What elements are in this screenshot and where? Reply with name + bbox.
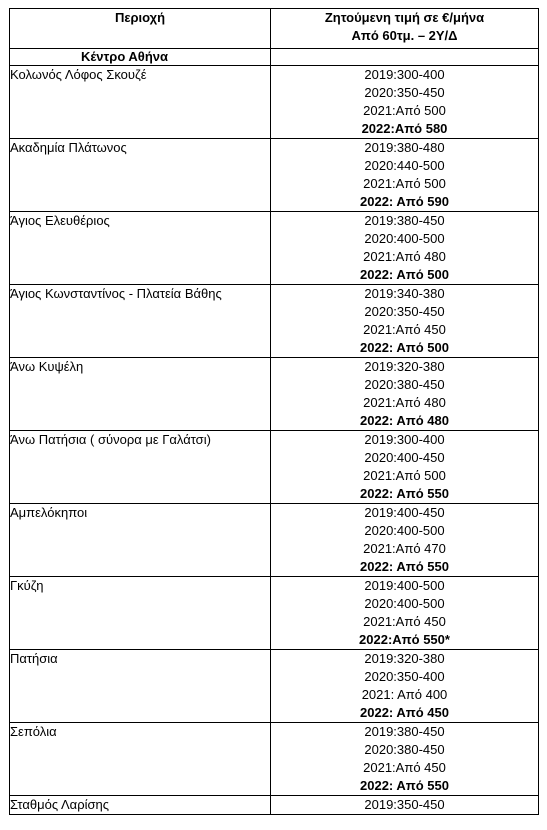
area-name-cell: Άνω Πατήσια ( σύνορα με Γαλάτσι)	[10, 431, 271, 504]
price-year-value: 2021:Από 450	[363, 614, 446, 629]
price-year-value: 2022: Από 550	[360, 559, 449, 574]
table-row	[10, 577, 539, 650]
price-year-value: 2021:Από 470	[363, 541, 446, 556]
price-year-value: 2021:Από 450	[363, 322, 446, 337]
price-year-value: 2021:Από 500	[363, 103, 446, 118]
price-year-value: 2019:380-450	[364, 724, 445, 739]
price-year-value: 2020:400-500	[364, 523, 445, 538]
price-year-value: 2020:380-450	[364, 742, 445, 757]
price-values-cell	[271, 66, 539, 139]
price-values-cell	[271, 358, 539, 431]
price-values-cell	[271, 504, 539, 577]
area-name-cell: Αμπελόκηποι	[10, 504, 271, 577]
table-row	[10, 139, 539, 212]
price-year-value: 2019:400-450	[364, 505, 445, 520]
price-year-value: 2019:320-380	[364, 359, 445, 374]
price-year-value: 2020:350-450	[364, 85, 445, 100]
table-row	[10, 66, 539, 139]
area-name-cell: Γκύζη	[10, 577, 271, 650]
price-year-value: 2022:Από 580	[361, 121, 448, 136]
price-values-cell	[271, 650, 539, 723]
price-column-header	[271, 9, 539, 49]
area-name-cell: Σεπόλια	[10, 723, 271, 796]
table-row	[10, 212, 539, 285]
price-year-value: 2019:320-380	[364, 651, 445, 666]
price-year-value: 2019:380-480	[364, 140, 445, 155]
price-header-line2: Από 60τμ. – 2Υ/Δ	[351, 28, 458, 43]
area-name-cell: Άγιος Κωνσταντίνος - Πλατεία Βάθης	[10, 285, 271, 358]
area-column-header	[10, 9, 271, 49]
price-year-value: 2021:Από 480	[363, 249, 446, 264]
area-name-cell: Άνω Κυψέλη	[10, 358, 271, 431]
price-year-value: 2020:350-450	[364, 304, 445, 319]
price-year-value: 2020:440-500	[364, 158, 445, 173]
price-year-value: 2019:350-450	[364, 797, 445, 812]
table-row	[10, 431, 539, 504]
price-year-value: 2022: Από 500	[360, 267, 449, 282]
price-values-cell	[271, 285, 539, 358]
price-values-cell	[271, 212, 539, 285]
table-row	[10, 358, 539, 431]
price-year-value: 2022:Από 550*	[359, 632, 450, 647]
price-year-value: 2022: Από 550	[360, 778, 449, 793]
price-year-value: 2021: Από 400	[361, 687, 448, 702]
price-year-value: 2019:380-450	[364, 213, 445, 228]
price-values-cell	[271, 431, 539, 504]
price-year-value: 2019:400-500	[364, 578, 445, 593]
price-year-value: 2022: Από 590	[360, 194, 449, 209]
table-row	[10, 796, 539, 815]
area-header-label: Περιοχή	[114, 10, 166, 25]
price-year-value: 2021:Από 500	[363, 468, 446, 483]
section-row	[10, 49, 539, 66]
table-row	[10, 504, 539, 577]
price-year-value: 2019:300-400	[364, 67, 445, 82]
price-year-value: 2022: Από 480	[360, 413, 449, 428]
price-values-cell	[271, 796, 539, 815]
price-year-value: 2019:340-380	[364, 286, 445, 301]
price-year-value: 2022: Από 500	[360, 340, 449, 355]
area-name-cell: Ακαδημία Πλάτωνος	[10, 139, 271, 212]
area-name-cell: Κολωνός Λόφος Σκουζέ	[10, 66, 271, 139]
area-name-cell: Άγιος Ελευθέριος	[10, 212, 271, 285]
price-values-cell	[271, 139, 539, 212]
price-year-value: 2020:400-450	[364, 450, 445, 465]
area-name-cell: Πατήσια	[10, 650, 271, 723]
rent-price-table	[9, 8, 539, 815]
price-year-value: 2021:Από 450	[363, 760, 446, 775]
price-year-value: 2020:400-500	[364, 231, 445, 246]
price-year-value: 2020:400-500	[364, 596, 445, 611]
table-row	[10, 650, 539, 723]
price-year-value: 2019:300-400	[364, 432, 445, 447]
area-name-cell: Σταθμός Λαρίσης	[10, 796, 271, 815]
table-row	[10, 723, 539, 796]
section-label: Κέντρο Αθήνα	[10, 49, 271, 66]
price-year-value: 2022: Από 450	[360, 705, 449, 720]
price-values-cell	[271, 723, 539, 796]
section-empty-cell	[271, 49, 539, 66]
price-year-value: 2022: Από 550	[360, 486, 449, 501]
price-header-line1: Ζητούμενη τιμή σε €/μήνα	[324, 10, 485, 25]
price-year-value: 2021:Από 500	[363, 176, 446, 191]
price-values-cell	[271, 577, 539, 650]
price-year-value: 2020:350-400	[364, 669, 445, 684]
header-row	[10, 9, 539, 49]
price-year-value: 2020:380-450	[364, 377, 445, 392]
price-year-value: 2021:Από 480	[363, 395, 446, 410]
table-row	[10, 285, 539, 358]
